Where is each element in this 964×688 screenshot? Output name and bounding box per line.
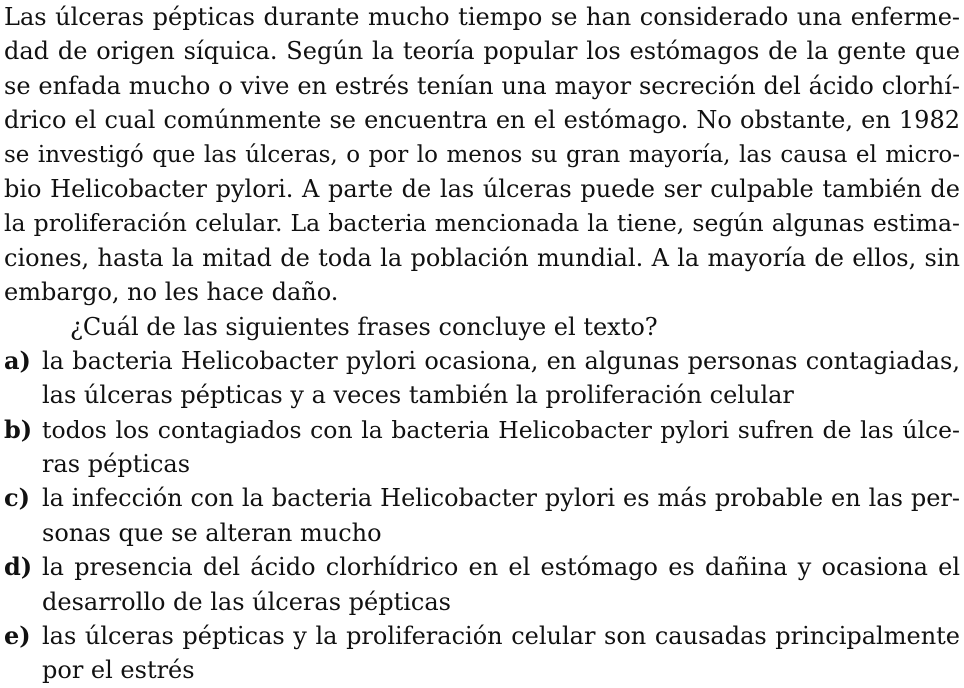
option-text [42, 344, 960, 413]
option-a[interactable] [4, 344, 960, 413]
passage-line: dad de origen síquica. Según la teoría popular los estómagos de la gente que [4, 37, 960, 66]
option-text [42, 413, 960, 482]
option-text [42, 550, 960, 619]
option-c[interactable] [4, 481, 960, 550]
option-line: por el estrés [42, 656, 195, 685]
option-d[interactable] [4, 550, 960, 619]
option-line: ras pépticas [42, 450, 191, 479]
passage [4, 0, 960, 310]
option-line: las úlceras pépticas y la proliferación celular son causadas principalmente [42, 622, 960, 651]
exam-question-document [4, 0, 960, 688]
option-marker: a) [4, 345, 31, 375]
option-line: todos los contagiados con la bacteria Helicobacter pylori sufren de las úlce- [42, 415, 960, 444]
option-b[interactable] [4, 413, 960, 482]
passage-line: embargo, no les hace daño. [4, 278, 339, 307]
option-text [42, 619, 960, 688]
passage-line: se enfada mucho o vive en estrés tenían una mayor secreción del ácido clorhí- [4, 71, 960, 100]
option-marker: b) [4, 414, 33, 444]
option-line: las úlceras pépticas y a veces también la proliferación celular [42, 381, 794, 410]
option-marker: d) [4, 552, 33, 582]
answer-options [4, 344, 960, 688]
passage-line: la proliferación celular. La bacteria mencionada la tiene, según algunas estima- [4, 209, 960, 238]
option-marker: c) [4, 483, 30, 513]
option-line: la infección con la bacteria Helicobacter pylori es más probable en las per- [42, 484, 960, 513]
option-line: sonas que se alteran mucho [42, 518, 382, 547]
option-line: la bacteria Helicobacter pylori ocasiona, en algunas personas contagiadas, [42, 346, 960, 375]
option-line: la presencia del ácido clorhídrico en el estómago es dañina y ocasiona el [42, 553, 960, 582]
question-prompt: ¿Cuál de las siguientes frases concluye el texto? [70, 312, 658, 341]
passage-line: bio Helicobacter pylori. A parte de las úlceras puede ser culpable también de [4, 174, 960, 203]
passage-line: ciones, hasta la mitad de toda la población mundial. A la mayoría de ellos, sin [4, 243, 960, 272]
option-line: desarrollo de las úlceras pépticas [42, 587, 451, 616]
option-text [42, 481, 960, 550]
option-marker: e) [4, 621, 31, 651]
passage-line: Las úlceras pépticas durante mucho tiempo se han considerado una enferme- [4, 3, 960, 31]
option-e[interactable] [4, 619, 960, 688]
passage-line: drico el cual comúnmente se encuentra en el estómago. No obstante, en 1982 [4, 106, 960, 135]
passage-line: se investigó que las úlceras, o por lo menos su gran mayoría, las causa el micro- [4, 141, 960, 168]
